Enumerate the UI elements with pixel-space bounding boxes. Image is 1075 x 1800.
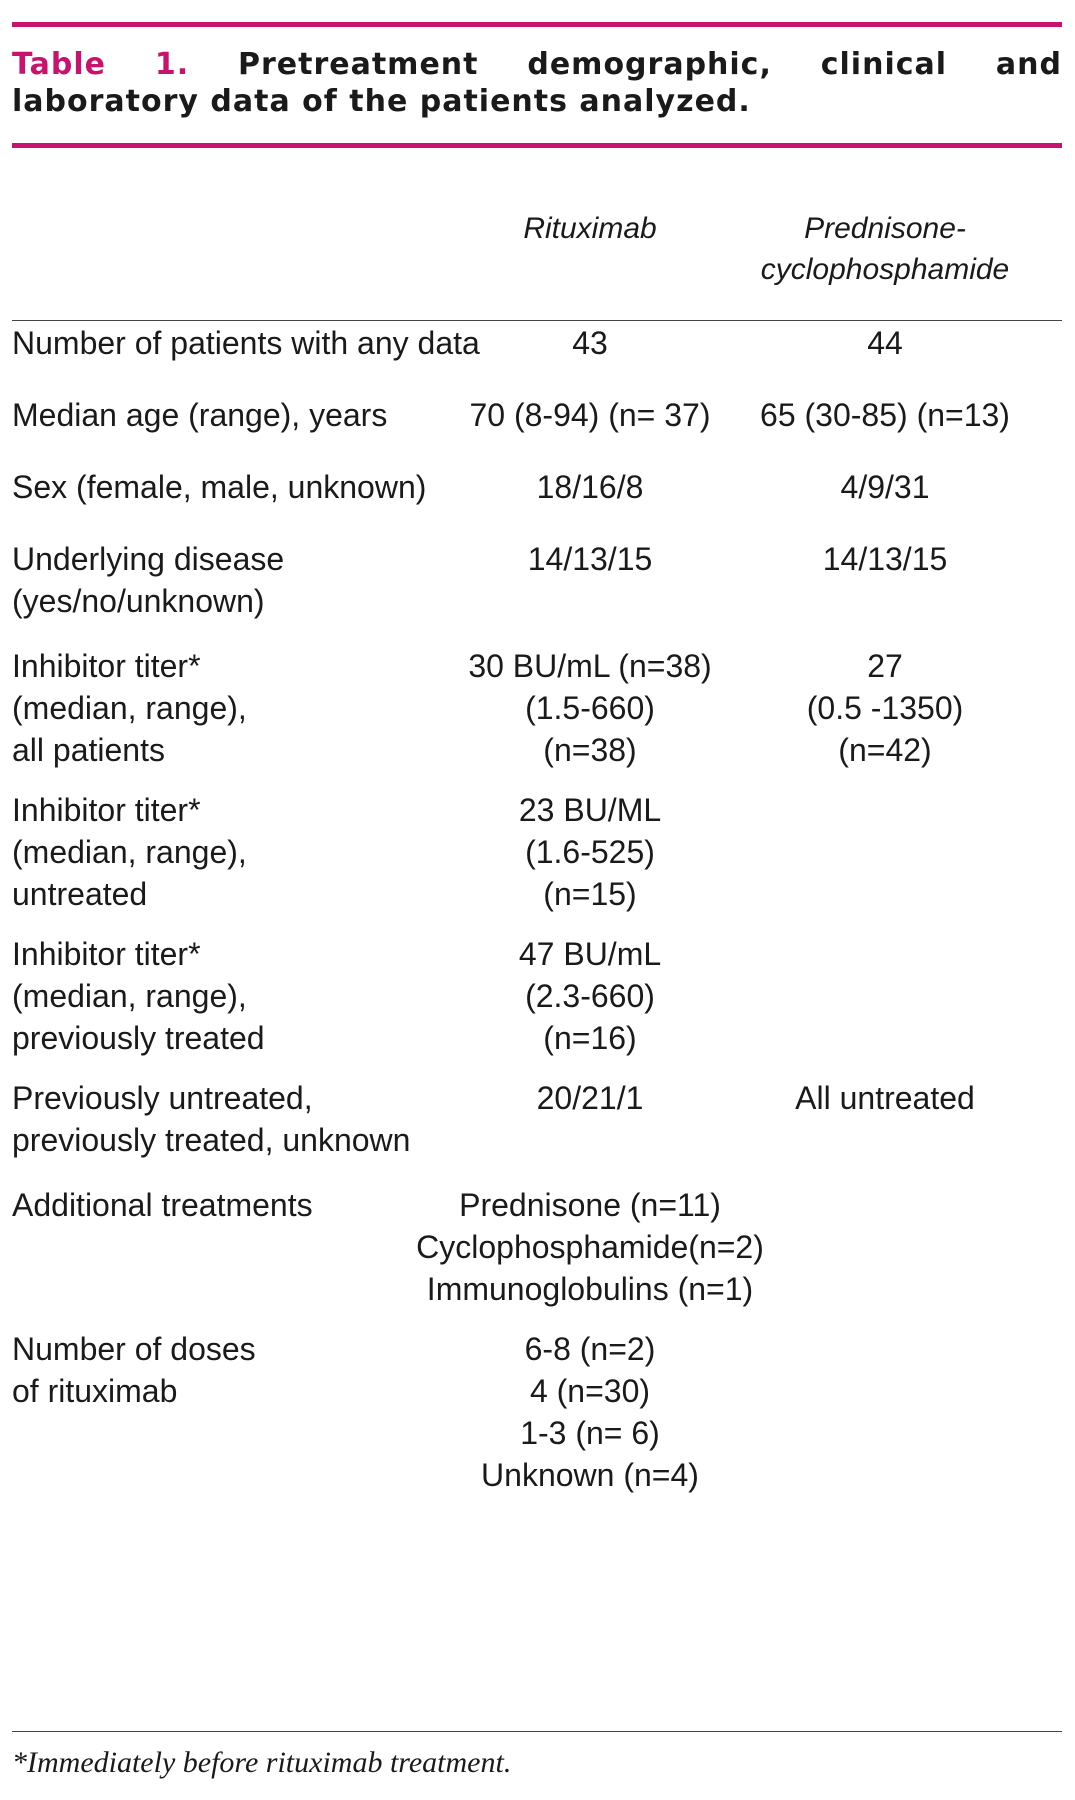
rituximab-value-line: Immunoglobulins (n=1)	[426, 1271, 754, 1307]
caption-bottom-rule	[12, 143, 1062, 148]
table-footnote: *Immediately before rituximab treatment.	[12, 1746, 512, 1779]
row-label-line: (yes/no/unknown)	[12, 583, 265, 619]
prednisone-value-cell	[660, 645, 1075, 771]
caption-top-rule	[12, 22, 1062, 27]
row-label-line: previously treated, unknown	[12, 1122, 411, 1158]
column-header-rituximab: Rituximab	[523, 212, 657, 245]
rituximab-value-line: 30 BU/mL (n=38)	[468, 648, 712, 684]
rituximab-value-cell	[390, 1184, 790, 1310]
rituximab-value-line: 6-8 (n=2)	[524, 1331, 656, 1367]
row-label-line: (median, range),	[12, 690, 247, 726]
prednisone-value-cell	[660, 322, 1075, 364]
prednisone-value-cell	[660, 394, 1075, 436]
rituximab-value-cell	[390, 789, 790, 915]
row-label-line: Previously untreated,	[12, 1080, 313, 1116]
row-label-line: Median age (range), years	[12, 397, 388, 433]
rituximab-value-line: 20/21/1	[536, 1080, 644, 1116]
rituximab-value-line: Cyclophosphamide(n=2)	[416, 1229, 764, 1265]
row-label-line: untreated	[12, 876, 148, 912]
rituximab-value-line: Prednisone (n=11)	[459, 1187, 721, 1223]
column-header-line: Prednisone-	[804, 212, 966, 245]
rituximab-value-line: 43	[572, 325, 608, 361]
prednisone-value-cell	[660, 466, 1075, 508]
rituximab-value-line: 23 BU/ML	[518, 792, 662, 828]
rituximab-value-line: (1.6-525)	[525, 834, 655, 870]
row-label-line: Additional treatments	[12, 1187, 313, 1223]
rituximab-value-line: (2.3-660)	[525, 978, 655, 1014]
rituximab-value-line: (n=15)	[543, 876, 637, 912]
row-label-line: Inhibitor titer*	[12, 648, 201, 684]
prednisone-value-line: 65 (30-85) (n=13)	[760, 397, 1010, 433]
rituximab-value-cell	[390, 1328, 790, 1496]
prednisone-value-line: 44	[867, 325, 903, 361]
row-label-line: (median, range),	[12, 834, 247, 870]
row-label-line: Number of patients with any data	[12, 325, 480, 361]
table-title: Pretreatment demographic, clinical and laboratory data of the patients analyzed.	[12, 47, 1062, 119]
row-label-line: all patients	[12, 732, 165, 768]
rituximab-value-line: 1-3 (n= 6)	[520, 1415, 660, 1451]
column-header-line: cyclophosphamide	[760, 253, 1010, 286]
rituximab-value-line: 4 (n=30)	[529, 1373, 651, 1409]
table-caption	[12, 46, 1062, 120]
row-label-line: Sex (female, male, unknown)	[12, 469, 427, 505]
rituximab-value-line: (1.5-660)	[525, 690, 655, 726]
prednisone-value-line: (0.5 -1350)	[806, 690, 964, 726]
prednisone-value-line: 4/9/31	[840, 469, 930, 505]
prednisone-value-cell	[660, 1077, 1075, 1119]
prednisone-value-line: 14/13/15	[822, 541, 948, 577]
rituximab-value-line: 18/16/8	[536, 469, 644, 505]
prednisone-value-line: (n=42)	[838, 732, 932, 768]
rituximab-value-line: Unknown (n=4)	[481, 1457, 699, 1493]
row-label-line: Number of doses	[12, 1331, 256, 1367]
rituximab-value-cell	[390, 933, 790, 1059]
table-number: Table 1.	[12, 47, 190, 82]
prednisone-value-line: All untreated	[795, 1080, 975, 1116]
prednisone-value-cell	[660, 538, 1075, 580]
rituximab-value-line: (n=38)	[543, 732, 637, 768]
row-label-line: of rituximab	[12, 1373, 178, 1409]
row-label-line: Underlying disease	[12, 541, 285, 577]
rituximab-value-line: 14/13/15	[527, 541, 653, 577]
row-label-line: Inhibitor titer*	[12, 792, 201, 828]
row-label-line: (median, range),	[12, 978, 247, 1014]
row-label-line: previously treated	[12, 1020, 265, 1056]
header-divider	[12, 320, 1062, 321]
rituximab-value-line: 47 BU/mL	[518, 936, 662, 972]
column-header-prednisone	[660, 208, 1075, 290]
rituximab-value-line: (n=16)	[543, 1020, 637, 1056]
table-end-rule	[12, 1731, 1062, 1732]
rituximab-value-line: 70 (8-94) (n= 37)	[469, 397, 711, 433]
row-label-line: Inhibitor titer*	[12, 936, 201, 972]
prednisone-value-line: 27	[867, 648, 903, 684]
